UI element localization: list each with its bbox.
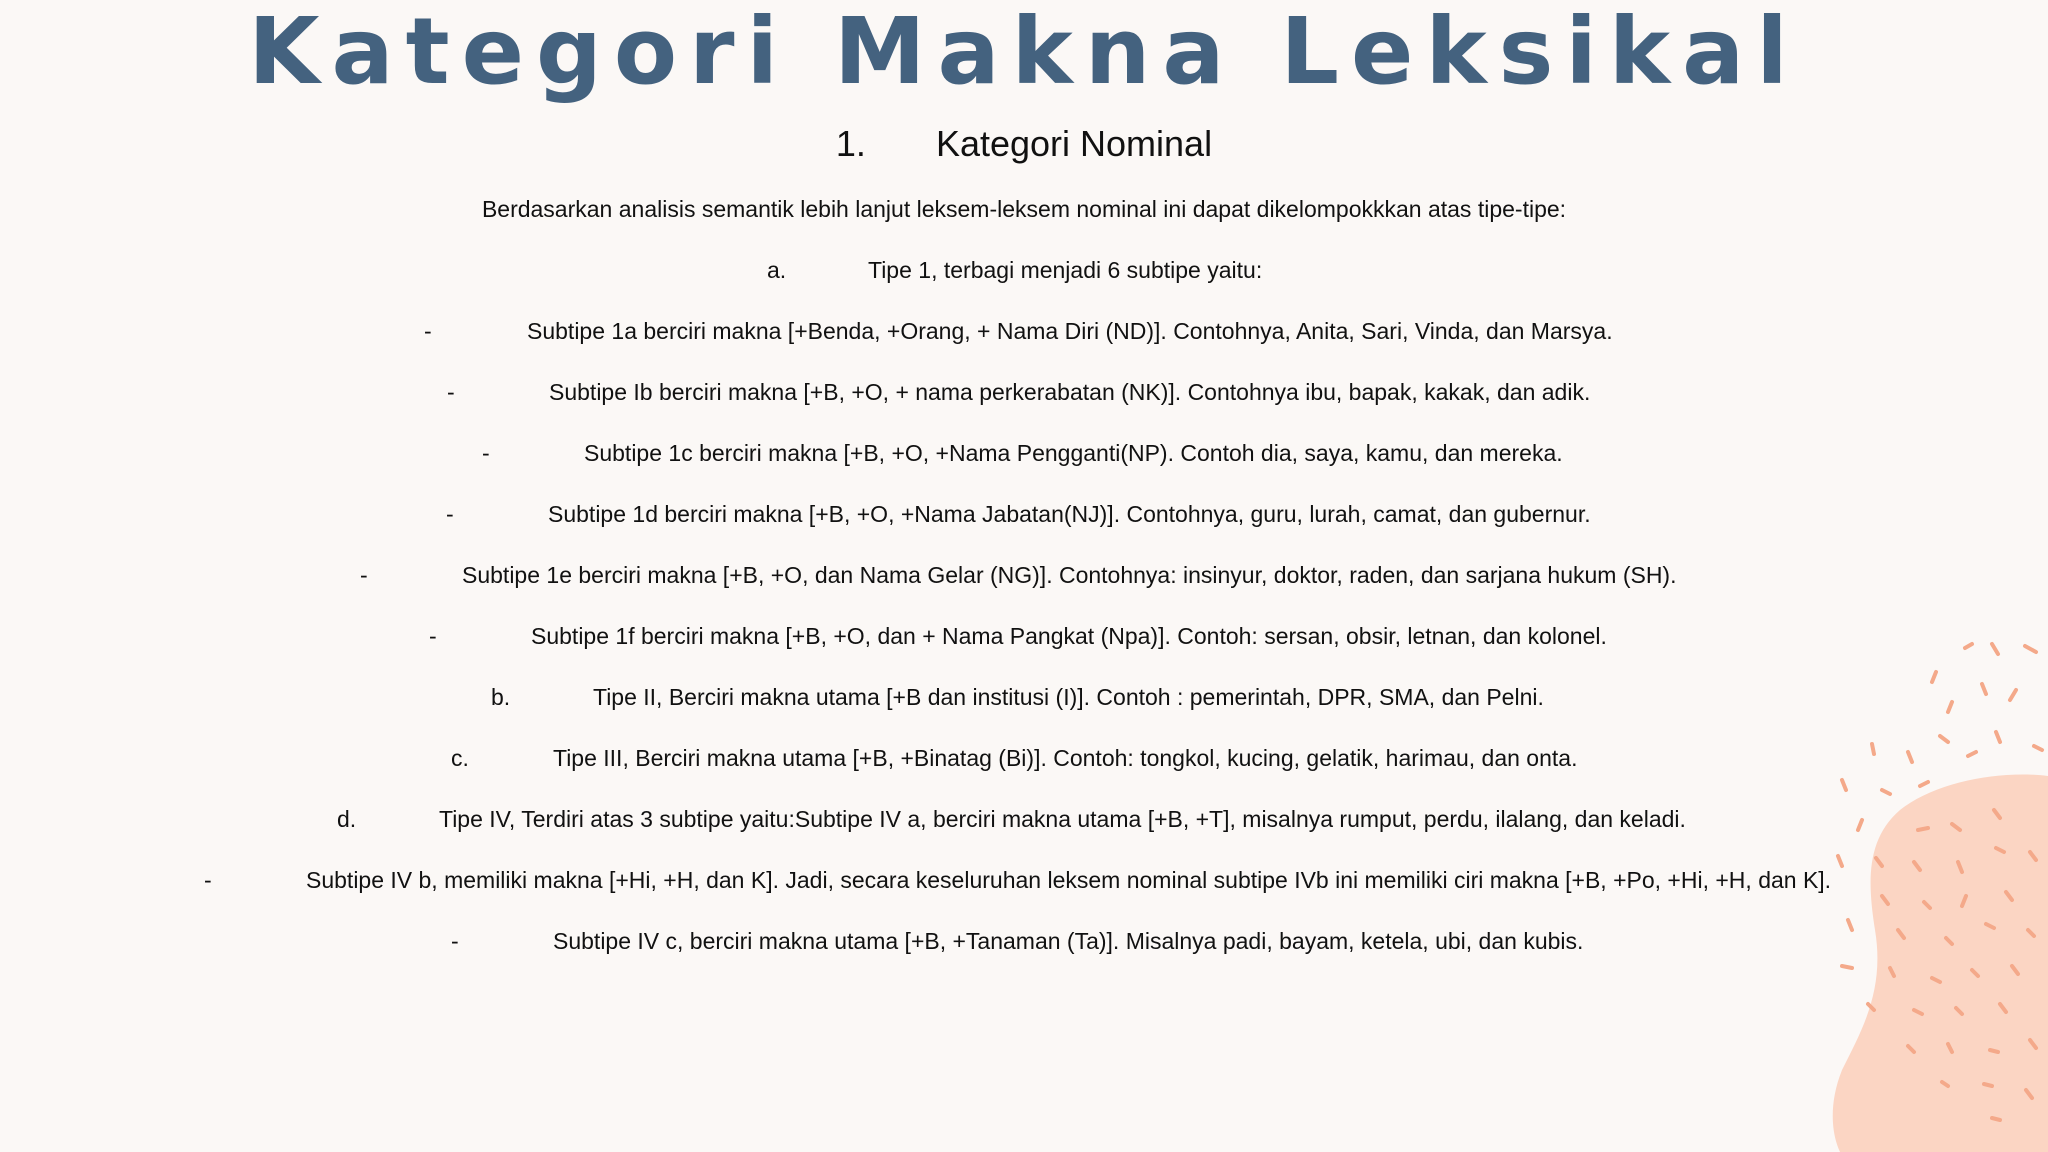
dash-mark bbox=[1990, 1050, 1998, 1052]
list-text: Tipe II, Berciri makna utama [+B dan institusi (I)]. Contoh : pemerintah, DPR, SMA, dan Pelni. bbox=[593, 684, 1544, 710]
list-text: Tipe III, Berciri makna utama [+B, +Binatag (Bi)]. Contoh: tongkol, kucing, gelatik, harimau, dan onta. bbox=[553, 745, 1578, 771]
list-text: Subtipe 1c berciri makna [+B, +O, +Nama Pengganti(NP). Contoh dia, saya, kamu, dan mereka. bbox=[584, 440, 1563, 466]
dash-mark bbox=[1992, 1118, 2000, 1120]
section-heading bbox=[0, 122, 2048, 166]
dash-mark bbox=[1965, 644, 1972, 648]
list-marker: - bbox=[424, 318, 432, 344]
list-text: Tipe IV, Terdiri atas 3 subtipe yaitu:Subtipe IV a, berciri makna utama [+B, +T], misalnya rumput, perdu, ilalang, dan keladi. bbox=[439, 806, 1686, 832]
dash-mark bbox=[1842, 966, 1852, 968]
list-marker: - bbox=[447, 379, 455, 405]
list-marker: - bbox=[204, 867, 212, 893]
section-number: 1. bbox=[835, 123, 866, 164]
list-marker: - bbox=[360, 562, 368, 588]
dash-mark bbox=[1848, 920, 1852, 930]
dash-mark bbox=[1968, 752, 1976, 756]
list-marker: - bbox=[429, 623, 437, 649]
dash-mark bbox=[1920, 782, 1928, 786]
list-marker: b. bbox=[491, 684, 511, 710]
dash-mark bbox=[1858, 820, 1862, 830]
list-marker: a. bbox=[767, 257, 787, 283]
list-text: Subtipe IV b, memiliki makna [+Hi, +H, dan K]. Jadi, secara keseluruhan leksem nominal subtipe IVb ini memiliki ciri makna [+B, +Po, +Hi, +H, dan K]. bbox=[306, 867, 1832, 893]
dash-mark bbox=[1932, 672, 1936, 682]
dash-mark bbox=[1984, 1084, 1992, 1086]
list-text: Subtipe Ib berciri makna [+B, +O, + nama perkerabatan (NK)]. Contohnya ibu, bapak, kakak, dan adik. bbox=[549, 379, 1591, 405]
list-marker: - bbox=[451, 928, 459, 954]
list-text: Subtipe IV c, berciri makna utama [+B, +Tanaman (Ta)]. Misalnya padi, bayam, ketela, ubi, dan kubis. bbox=[553, 928, 1584, 954]
peach-blob bbox=[1833, 774, 2048, 1152]
list-text: Subtipe 1f berciri makna [+B, +O, dan + Nama Pangkat (Npa)]. Contoh: sersan, obsir, letnan, dan kolonel. bbox=[531, 623, 1607, 649]
slide-title: Kategori Makna Leksikal bbox=[248, 0, 1800, 105]
list-marker: - bbox=[446, 501, 454, 527]
list-text: Subtipe 1d berciri makna [+B, +O, +Nama Jabatan(NJ)]. Contohnya, guru, lurah, camat, dan gubernur. bbox=[548, 501, 1591, 527]
dash-mark bbox=[1872, 744, 1874, 754]
section-heading-text: Kategori Nominal bbox=[935, 123, 1213, 164]
list-marker: d. bbox=[337, 806, 357, 832]
list-marker: c. bbox=[451, 745, 469, 771]
intro-paragraph: Berdasarkan analisis semantik lebih lanjut leksem-leksem nominal ini dapat dikelompokkkan atas tipe-tipe: bbox=[481, 196, 1567, 222]
dash-mark bbox=[1948, 702, 1952, 712]
list-text: Tipe 1, terbagi menjadi 6 subtipe yaitu: bbox=[868, 257, 1263, 283]
dash-mark bbox=[1842, 780, 1846, 790]
list-marker: - bbox=[482, 440, 490, 466]
dash-mark bbox=[1918, 828, 1928, 830]
list-text: Subtipe 1e berciri makna [+B, +O, dan Nama Gelar (NG)]. Contohnya: insinyur, doktor, raden, dan sarjana hukum (SH). bbox=[462, 562, 1677, 588]
dash-mark bbox=[1882, 790, 1890, 794]
dash-mark bbox=[1908, 752, 1912, 762]
dash-mark bbox=[1838, 856, 1842, 866]
dash-mark bbox=[2010, 690, 2016, 700]
list-text: Subtipe 1a berciri makna [+Benda, +Orang, + Nama Diri (ND)]. Contohnya, Anita, Sari, Vinda, dan Marsya. bbox=[527, 318, 1613, 344]
dash-mark bbox=[1982, 684, 1986, 694]
dash-mark bbox=[1992, 644, 1998, 654]
dash-mark bbox=[1996, 732, 2000, 742]
dash-mark bbox=[1940, 736, 1948, 742]
dash-mark bbox=[2025, 646, 2036, 652]
dash-mark bbox=[2034, 746, 2042, 750]
